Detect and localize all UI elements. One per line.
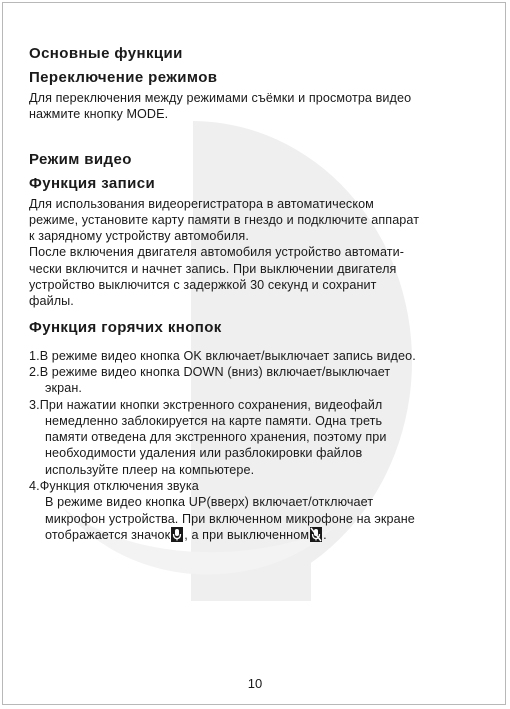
main-title: Основные функции [29,45,183,62]
text-line: Для переключения между режимами съёмки и просмотра видео [29,91,412,105]
list-item-line [29,527,499,543]
list-item-text: отображается значок [45,527,171,542]
list-item-text: используйте плеер на компьютере. [45,462,255,477]
list-item-text: , а при выключенном [184,527,310,542]
list-item-text: . [323,527,327,542]
page-number: 10 [247,676,263,691]
microphone-icon [171,527,183,542]
text-line: к зарядному устройству автомобиля. [29,229,249,244]
text-line: Для использования видеорегистратора в автоматическом [29,196,374,211]
recording-text [29,196,499,310]
list-item-text: экран. [45,381,82,396]
list-item-text: 2.В режиме видео кнопка DOWN (вниз) включает/выключает [29,364,391,379]
list-item-text: микрофон устройства. При включенном микрофоне на экране [45,511,415,526]
list-item [29,348,499,364]
list-item-text: немедленно заблокируется на карте памяти. Одна треть [45,413,383,428]
list-item [29,364,499,397]
list-item-text: 1.В режиме видео кнопка OK включает/выключает запись видео. [29,348,416,363]
list-item [29,478,499,543]
list-item-text: 3.При нажатии кнопки экстренного сохранения, видеофайл [29,397,383,412]
list-item [29,397,499,478]
list-item-text: необходимости удаления или разблокировки файлов [45,446,363,461]
hotkeys-list [29,348,499,544]
microphone-muted-icon [310,527,322,542]
list-item-text: В режиме видео кнопка UP(вверх) включает/отключает [45,495,374,510]
text-line: устройство выключится с задержкой 30 секунд и сохранит [29,278,377,293]
text-line: режиме, установите карту памяти в гнездо и подключите аппарат [29,212,420,227]
page-content [29,44,499,543]
manual-page [2,2,506,705]
text-line: чески включится и начнет запись. При выключении двигателя [29,261,397,276]
recording-title: Функция записи [29,174,156,192]
mode-switch-text [29,90,499,123]
text-line: нажмите кнопку MODE. [29,107,169,122]
mode-switch-title: Переключение режимов [29,69,218,86]
hotkeys-title: Функция горячих кнопок [29,318,222,336]
text-line: После включения двигателя автомобиля устройство автомати- [29,245,405,260]
list-item-text: памяти отведена для экстренного хранения, поэтому при [45,430,387,445]
list-item-text: 4.Функция отключения звука [29,479,199,494]
video-mode-title: Режим видео [29,150,132,168]
text-line: файлы. [29,294,74,309]
